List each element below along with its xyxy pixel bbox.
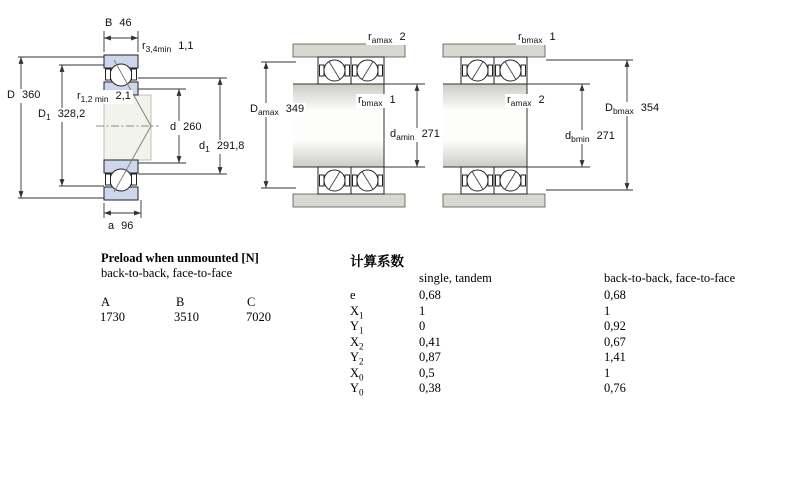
dim-label-d1: $d_1$ 291,8: [199, 140, 245, 155]
dim-label-B: B 46: [105, 17, 132, 29]
factors-col2-header: back-to-back, face-to-face: [604, 271, 736, 285]
dim-label-D1: $D_1$ 328,2: [38, 108, 86, 123]
dim-label-D: D 360: [7, 89, 41, 101]
dim-label-Dbmax: $D_{bmax}$ 354: [605, 102, 660, 117]
preload-col-C: C: [247, 295, 256, 309]
dim-label-damin: $d_{amin}$ 271: [390, 128, 440, 143]
preload-value-A: 1730: [100, 310, 125, 324]
factor-symbol-e: e: [350, 288, 356, 302]
dim-label-d: d 260: [170, 121, 202, 133]
factor-Y2-single: 0,87: [419, 350, 441, 364]
factor-symbol-Y2: $Y_2$: [350, 350, 364, 367]
factor-Y2-back: 1,41: [604, 350, 626, 364]
factor-X0-back: 1: [604, 366, 611, 380]
dim-label-r34min: $r_{3,4min}$ 1,1: [142, 40, 194, 55]
factors-title: 计算系数: [350, 254, 404, 269]
factor-Y0-back: 0,76: [604, 381, 626, 395]
dim-label-dbmin: $d_{bmin}$ 271: [565, 130, 615, 145]
dim-label-rbmax-a: $r_{bmax}$ 1: [358, 94, 396, 109]
factor-X1-single: 1: [419, 304, 426, 318]
preload-value-B: 3510: [174, 310, 199, 324]
factor-symbol-X0: $X_0$: [350, 366, 364, 383]
factor-symbol-X1: $X_1$: [350, 304, 364, 321]
factor-e-back: 0,68: [604, 288, 626, 302]
factor-X2-back: 0,67: [604, 335, 626, 349]
dim-label-rbmax-b: $r_{bmax}$ 1: [518, 31, 556, 46]
dim-label-a: a 96: [108, 220, 134, 232]
preload-value-C: 7020: [246, 310, 271, 324]
dim-label-r12min: $r_{1,2 min}$ 2,1: [77, 90, 131, 105]
paired-arrangement-b-diagram: [443, 44, 633, 207]
dim-label-ramax-b: $r_{amax}$ 2: [507, 94, 545, 109]
paired-arrangement-a-diagram: [261, 44, 425, 207]
factor-X0-single: 0,5: [419, 366, 435, 380]
factor-X1-back: 1: [604, 304, 611, 318]
factors-col1-header: single, tandem: [419, 271, 492, 285]
dim-label-ramax-a: $r_{amax}$ 2: [368, 31, 406, 46]
factor-symbol-Y1: $Y_1$: [350, 319, 364, 336]
preload-col-A: A: [101, 295, 111, 309]
factor-X2-single: 0,41: [419, 335, 441, 349]
dim-label-Damax: $D_{amax}$ 349: [250, 103, 305, 118]
factor-Y0-single: 0,38: [419, 381, 441, 395]
factor-e-single: 0,68: [419, 288, 441, 302]
factor-Y1-single: 0: [419, 319, 426, 333]
factor-symbol-X2: $X_2$: [350, 335, 364, 352]
preload-col-B: B: [176, 295, 185, 309]
factor-Y1-back: 0,92: [604, 319, 626, 333]
preload-subtitle: back-to-back, face-to-face: [101, 266, 233, 280]
preload-title: Preload when unmounted [N]: [101, 251, 259, 265]
factor-symbol-Y0: $Y_0$: [350, 381, 364, 398]
